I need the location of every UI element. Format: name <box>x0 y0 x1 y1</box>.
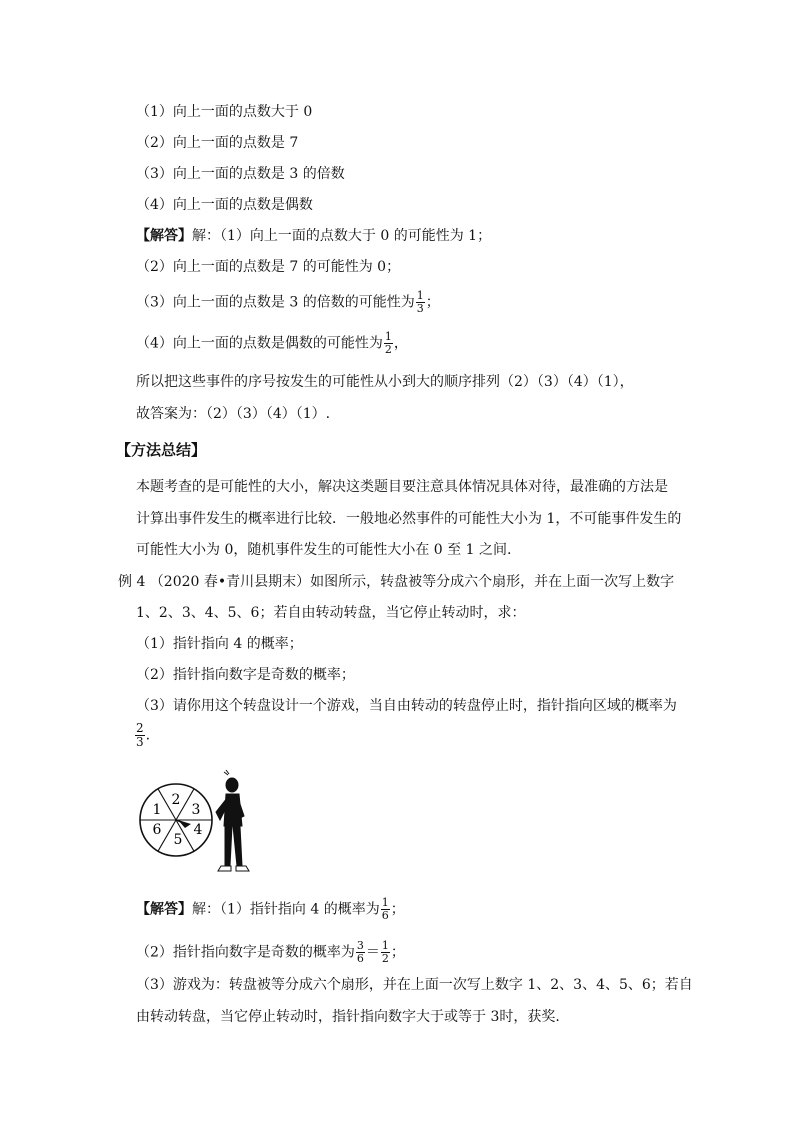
answer-4-suffix: ， <box>393 335 408 352</box>
answer4-1-prefix: 解：（1）指针指向 4 的概率为 <box>192 901 380 918</box>
person-right-leg <box>233 826 242 866</box>
fraction-numerator: 1 <box>381 939 389 952</box>
spinner-figure <box>136 768 260 880</box>
fraction-numerator: 1 <box>416 289 424 302</box>
summary-line-1: 本题考查的是可能性的大小，解决这类题目要注意具体情况具体对待，最准确的方法是 <box>136 479 668 495</box>
summary-line-3: 可能性大小为 0，随机事件发生的可能性大小在 0 至 1 之间. <box>136 542 512 558</box>
sector-label-6: 6 <box>152 822 162 838</box>
fraction-denominator: 3 <box>416 302 424 315</box>
person-right-shoe <box>236 866 249 871</box>
summary-line-2: 计算出事件发生的概率进行比较．一般地必然事件的可能性大小为 1，不可能事件发生的 <box>136 511 682 527</box>
sector-label-3: 3 <box>191 802 201 818</box>
answer4-2-prefix: （2）指针指向数字是奇数的概率为 <box>136 944 355 961</box>
spinner <box>140 784 212 856</box>
answer-4-line <box>136 331 408 356</box>
answer4-line-2 <box>136 940 405 965</box>
answer-3-line <box>136 290 440 315</box>
person-head <box>226 778 238 792</box>
answer4-2-suffix: ； <box>390 944 405 961</box>
motion-marks <box>224 770 229 775</box>
answer-4-prefix: （4）向上一面的点数是偶数的可能性为 <box>136 335 383 352</box>
person-left-shoe <box>218 866 231 871</box>
question-4: （4）向上一面的点数是偶数 <box>136 197 313 213</box>
answer4-line-3: （3）游戏为：转盘被等分成六个扇形，并在上面一次写上数字 1、2、3、4、5、6；若自 <box>136 977 693 993</box>
example-4-fraction-line <box>134 722 150 749</box>
example-4-question-3: （3）请你用这个转盘设计一个游戏，当自由转动的转盘停止时，指针指向区域的概率为 <box>136 698 677 714</box>
sector-label-2: 2 <box>171 792 181 808</box>
equals-sign: ＝ <box>365 944 380 961</box>
answer-1-line <box>136 226 491 246</box>
example-4-question-2: （2）指针指向数字是奇数的概率； <box>136 667 355 683</box>
method-summary-title: 【方法总结】 <box>116 441 207 459</box>
answer4-1-suffix: ； <box>390 901 405 918</box>
fraction-numerator: 2 <box>136 721 144 735</box>
fraction-denominator: 3 <box>136 735 144 749</box>
example-4-line-2: 1、2、3、4、5、6；若自由转动转盘，当它停止转动时，求： <box>136 605 526 621</box>
fraction-numerator: 1 <box>381 896 389 909</box>
answer4-line-4: 由转动转盘，当它停止转动时，指针指向数字大于或等于 3时，获奖. <box>136 1009 560 1025</box>
fraction-1-3 <box>416 290 425 315</box>
example-4-line-1: 例 4 （2020 春•青川县期末）如图所示，转盘被等分成六个扇形，并在上面一次写上数字 <box>118 574 675 590</box>
answer4-line-1 <box>136 897 405 922</box>
sector-label-1: 1 <box>152 802 162 818</box>
answer-3-suffix: ； <box>425 294 440 311</box>
answer-2-line: （2）向上一面的点数是 7 的可能性为 0； <box>136 259 401 275</box>
final-answer: 故答案为：（2）（3）（4）（1）. <box>136 406 331 422</box>
fraction-3-6 <box>356 940 365 965</box>
sector-label-5: 5 <box>173 832 183 848</box>
person-illustration <box>216 770 249 871</box>
question-1: （1）向上一面的点数大于 0 <box>136 104 313 120</box>
question-3: （3）向上一面的点数是 3 的倍数 <box>136 166 345 182</box>
answer-3-prefix: （3）向上一面的点数是 3 的倍数的可能性为 <box>136 294 415 311</box>
answer-1-text: 解：（1）向上一面的点数大于 0 的可能性为 1； <box>192 228 492 244</box>
fraction-denominator: 6 <box>381 909 389 922</box>
order-sentence: 所以把这些事件的序号按发生的可能性从小到大的顺序排列（2）（3）（4）（1）， <box>136 374 634 390</box>
fraction-denominator: 2 <box>384 343 392 356</box>
fraction-numerator: 1 <box>384 330 392 343</box>
example-4-question-1: （1）指针指向 4 的概率； <box>136 636 303 652</box>
question-2: （2）向上一面的点数是 7 <box>136 135 299 151</box>
answer-tag: 【解答】 <box>136 901 192 918</box>
sector-label-4: 4 <box>193 822 203 838</box>
fraction-suffix: . <box>145 727 151 744</box>
fraction-denominator: 2 <box>381 952 389 965</box>
fraction-1-2 <box>381 940 390 965</box>
person-left-leg <box>225 826 232 866</box>
fraction-2-3 <box>135 722 145 749</box>
answer-tag: 【解答】 <box>136 228 192 244</box>
fraction-numerator: 3 <box>356 939 364 952</box>
fraction-1-6 <box>381 897 390 922</box>
fraction-denominator: 6 <box>356 952 364 965</box>
fraction-1-2 <box>384 331 393 356</box>
